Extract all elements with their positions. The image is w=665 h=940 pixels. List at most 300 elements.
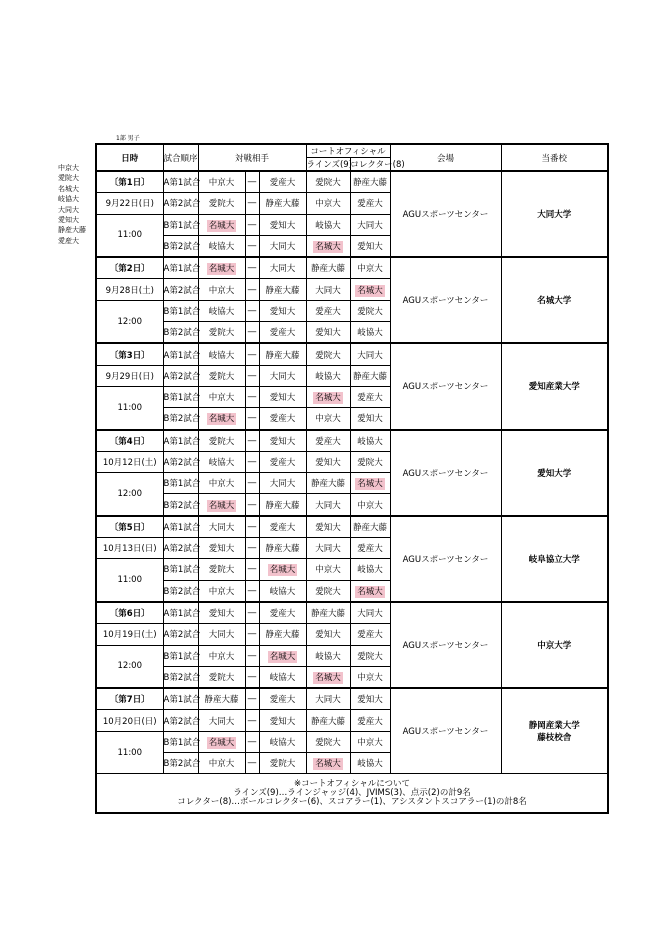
versus-dash: ― (245, 580, 259, 602)
venue-cell: AGUスポーツセンター (390, 602, 501, 688)
team-list-item: 愛知大 (58, 215, 79, 224)
header-venue: 会場 (390, 144, 501, 171)
away-team (259, 430, 306, 452)
versus-dash: ― (245, 494, 259, 516)
collector-official (350, 624, 390, 645)
away-team (259, 343, 306, 365)
team-list-item: 中京大 (58, 164, 79, 172)
game-order: B第2試合 (163, 753, 198, 774)
header-lines: ラインズ(9) (306, 158, 350, 172)
versus-dash: ― (245, 365, 259, 386)
host-school (501, 430, 608, 516)
game-order: B第2試合 (163, 580, 198, 602)
away-team-text: 静産大藤 (265, 199, 300, 210)
home-team (198, 193, 245, 214)
away-team-text: 大同大 (269, 371, 296, 382)
lines-official-text: 名城大 (315, 393, 341, 404)
lines-official (306, 516, 350, 538)
game-date: 9月29日(日) (96, 365, 163, 386)
venue-cell: AGUスポーツセンター (390, 343, 501, 429)
game-order: B第1試合 (163, 386, 198, 407)
game-order: B第1試合 (163, 300, 198, 321)
game-order: B第2試合 (163, 322, 198, 344)
lines-official (306, 731, 350, 752)
round-label: 〔第3日〕 (96, 343, 163, 365)
home-team (198, 214, 245, 235)
home-team-text: 中京大 (208, 285, 235, 296)
home-team-text: 名城大 (208, 220, 235, 231)
host-school (501, 343, 608, 429)
away-team (259, 300, 306, 321)
collector-official (350, 710, 390, 731)
collector-official (350, 365, 390, 386)
collector-official-text: 愛産大 (357, 393, 383, 404)
home-team (198, 322, 245, 344)
team-list (58, 163, 96, 246)
collector-official-text: 中京大 (357, 737, 383, 748)
game-time: 12:00 (96, 473, 163, 516)
away-team (259, 451, 306, 472)
home-team (198, 171, 245, 193)
lines-official (306, 624, 350, 645)
away-team-text: 静産大藤 (265, 630, 300, 641)
collector-official (350, 193, 390, 214)
home-team (198, 710, 245, 731)
collector-official-text: 中京大 (357, 264, 383, 275)
lines-official (306, 193, 350, 214)
home-team-text: 中京大 (208, 651, 235, 662)
collector-official (350, 516, 390, 538)
home-team (198, 602, 245, 624)
lines-official (306, 300, 350, 321)
note-line: ラインズ(9)…ラインジャッジ(4)、JVIMS(3)、点示(2)の計9名 (233, 787, 471, 798)
game-date: 10月19日(土) (96, 624, 163, 645)
home-team (198, 408, 245, 430)
home-team (198, 235, 245, 257)
home-team (198, 365, 245, 386)
home-team-text: 名城大 (208, 414, 235, 425)
collector-official (350, 559, 390, 580)
home-team (198, 300, 245, 321)
away-team-text: 愛知大 (269, 716, 296, 727)
team-list-item: 愛院大 (58, 174, 79, 183)
lines-official (306, 688, 350, 710)
home-team-text: 大同大 (208, 716, 235, 727)
home-team (198, 624, 245, 645)
away-team-text: 静産大藤 (265, 285, 300, 296)
lines-official-text: 大同大 (315, 695, 341, 706)
home-team (198, 451, 245, 472)
home-team-text: 岐協大 (208, 350, 235, 361)
versus-dash: ― (245, 408, 259, 430)
home-team (198, 279, 245, 300)
home-team (198, 343, 245, 365)
collector-official (350, 580, 390, 602)
home-team-text: 愛院大 (208, 328, 235, 339)
game-order: B第1試合 (163, 214, 198, 235)
collector-official (350, 300, 390, 321)
home-team-text: 大同大 (208, 522, 235, 533)
away-team-text: 愛産大 (269, 178, 296, 189)
collector-official (350, 451, 390, 472)
venue-cell: AGUスポーツセンター (390, 516, 501, 602)
host-school-line: 静岡産業大学 (528, 721, 580, 732)
lines-official (306, 322, 350, 344)
header-host: 当番校 (501, 144, 608, 171)
collector-official-text: 愛産大 (357, 716, 383, 727)
away-team (259, 731, 306, 752)
home-team (198, 559, 245, 580)
game-row (96, 688, 608, 710)
away-team-text: 愛産大 (269, 609, 296, 620)
lines-official-text: 名城大 (315, 672, 341, 683)
home-team-text: 名城大 (208, 264, 235, 275)
lines-official (306, 559, 350, 580)
away-team (259, 710, 306, 731)
venue-cell: AGUスポーツセンター (390, 171, 501, 257)
versus-dash: ― (245, 214, 259, 235)
lines-official (306, 753, 350, 774)
game-date: 10月20日(日) (96, 710, 163, 731)
lines-official-text: 名城大 (315, 759, 341, 770)
home-team (198, 538, 245, 559)
lines-official-text: 中京大 (315, 199, 341, 210)
game-row (96, 430, 608, 452)
collector-official (350, 408, 390, 430)
home-team-text: 中京大 (208, 586, 235, 597)
away-team-text: 愛知大 (269, 436, 296, 447)
versus-dash: ― (245, 300, 259, 321)
game-date: 9月28日(土) (96, 279, 163, 300)
game-order: B第1試合 (163, 731, 198, 752)
versus-dash: ― (245, 731, 259, 752)
collector-official (350, 322, 390, 344)
versus-dash: ― (245, 193, 259, 214)
game-order: B第1試合 (163, 473, 198, 494)
home-team-text: 静産大藤 (204, 695, 239, 706)
collector-official-text: 愛産大 (357, 199, 383, 210)
away-team (259, 473, 306, 494)
lines-official-text: 愛知大 (315, 522, 341, 533)
versus-dash: ― (245, 538, 259, 559)
versus-dash: ― (245, 451, 259, 472)
home-team (198, 494, 245, 516)
collector-official-text: 中京大 (357, 500, 383, 511)
lines-official (306, 279, 350, 300)
lines-official-text: 静産大藤 (310, 264, 345, 275)
game-date: 10月13日(日) (96, 538, 163, 559)
collector-official (350, 666, 390, 688)
versus-dash: ― (245, 624, 259, 645)
host-school-line: 岐阜協立大学 (528, 554, 580, 565)
away-team (259, 753, 306, 774)
versus-dash: ― (245, 235, 259, 257)
game-row (96, 171, 608, 193)
home-team-text: 愛知大 (208, 609, 235, 620)
collector-official-text: 愛産大 (357, 544, 383, 555)
team-list-item: 名城大 (58, 184, 79, 193)
home-team-text: 中京大 (208, 393, 235, 404)
game-order: A第1試合 (163, 343, 198, 365)
away-team-text: 愛知大 (269, 220, 296, 231)
lines-official-text: 岐協大 (315, 371, 341, 382)
game-order: B第2試合 (163, 666, 198, 688)
home-team-text: 愛院大 (208, 565, 235, 576)
away-team-text: 大同大 (269, 479, 296, 490)
game-row (96, 602, 608, 624)
versus-dash: ― (245, 171, 259, 193)
lines-official-text: 静産大藤 (310, 609, 345, 620)
collector-official (350, 602, 390, 624)
collector-official (350, 343, 390, 365)
game-order: A第1試合 (163, 171, 198, 193)
away-team (259, 516, 306, 538)
lines-official (306, 473, 350, 494)
away-team (259, 171, 306, 193)
lines-official (306, 214, 350, 235)
versus-dash: ― (245, 386, 259, 407)
away-team (259, 559, 306, 580)
versus-dash: ― (245, 473, 259, 494)
home-team-text: 中京大 (208, 479, 235, 490)
lines-official (306, 430, 350, 452)
game-order: A第1試合 (163, 688, 198, 710)
lines-official (306, 538, 350, 559)
versus-dash: ― (245, 279, 259, 300)
away-team (259, 279, 306, 300)
collector-official-text: 愛院大 (357, 458, 383, 468)
host-school-line: 名城大学 (537, 296, 572, 307)
lines-official (306, 408, 350, 430)
lines-official-text: 静産大藤 (310, 479, 345, 490)
away-team (259, 494, 306, 516)
collector-official-text: 大同大 (357, 350, 383, 361)
header-row (96, 144, 608, 158)
round-label: 〔第5日〕 (96, 516, 163, 538)
away-team-text: 愛産大 (269, 695, 296, 706)
lines-official (306, 171, 350, 193)
home-team-text: 名城大 (208, 737, 235, 748)
host-school-line: 藤枝校舎 (537, 733, 572, 744)
versus-dash: ― (245, 559, 259, 580)
host-school (501, 171, 608, 257)
lines-official (306, 494, 350, 516)
away-team-text: 大同大 (269, 264, 296, 275)
home-team (198, 257, 245, 279)
away-team-text: 愛院大 (269, 759, 296, 770)
home-team-text: 中京大 (208, 759, 235, 770)
away-team-text: 愛産大 (269, 522, 296, 533)
away-team (259, 235, 306, 257)
versus-dash: ― (245, 430, 259, 452)
game-order: A第1試合 (163, 516, 198, 538)
collector-official (350, 279, 390, 300)
game-time: 11:00 (96, 731, 163, 774)
lines-official (306, 451, 350, 472)
round-label: 〔第2日〕 (96, 257, 163, 279)
game-order: A第2試合 (163, 624, 198, 645)
lines-official-text: 中京大 (315, 414, 341, 425)
away-team-text: 岐協大 (269, 586, 296, 597)
lines-official-text: 岐協大 (315, 651, 341, 662)
lines-official-text: 静産大藤 (310, 716, 345, 727)
header-officials: コートオフィシャル (306, 144, 390, 158)
collector-official-text: 名城大 (357, 479, 383, 490)
collector-official-text: 大同大 (357, 609, 383, 620)
collector-official-text: 愛知大 (357, 414, 383, 425)
home-team-text: 愛院大 (208, 436, 235, 447)
lines-official-text: 大同大 (315, 544, 341, 555)
game-time: 12:00 (96, 300, 163, 343)
note-line: コレクター(8)…ボールコレクター(6)、スコアラー(1)、アシスタントスコアラー(1)の計8名 (177, 796, 527, 807)
home-team-text: 岐協大 (208, 306, 235, 317)
collector-official (350, 688, 390, 710)
collector-official (350, 473, 390, 494)
game-order: A第2試合 (163, 710, 198, 731)
lines-official-text: 大同大 (315, 285, 341, 296)
away-team-text: 愛産大 (269, 458, 296, 468)
collector-official-text: 愛院大 (357, 306, 383, 317)
versus-dash: ― (245, 322, 259, 344)
header-date: 日時 (96, 144, 163, 171)
collector-official-text: 静産大藤 (352, 371, 387, 382)
collector-official (350, 731, 390, 752)
game-order: A第2試合 (163, 193, 198, 214)
collector-official-text: 岐協大 (357, 565, 383, 576)
away-team-text: 大同大 (269, 242, 296, 253)
away-team (259, 602, 306, 624)
team-list-item: 静産大藤 (58, 226, 86, 235)
team-list-item: 大同大 (58, 205, 79, 214)
versus-dash: ― (245, 516, 259, 538)
away-team-text: 愛知大 (269, 393, 296, 404)
collector-official-text: 名城大 (357, 586, 383, 597)
lines-official-text: 愛知大 (315, 458, 341, 468)
away-team-text: 愛産大 (269, 328, 296, 339)
game-row (96, 257, 608, 279)
lines-official-text: 愛産大 (315, 436, 341, 447)
home-team-text: 岐協大 (208, 242, 235, 253)
venue-cell: AGUスポーツセンター (390, 430, 501, 516)
versus-dash: ― (245, 257, 259, 279)
home-team (198, 666, 245, 688)
game-time: 11:00 (96, 386, 163, 429)
host-school-line: 中京大学 (537, 641, 572, 652)
away-team (259, 645, 306, 666)
game-order: A第2試合 (163, 365, 198, 386)
collector-official (350, 235, 390, 257)
collector-official-text: 名城大 (357, 285, 383, 296)
away-team (259, 624, 306, 645)
game-time: 11:00 (96, 214, 163, 257)
lines-official-text: 愛院大 (315, 586, 341, 597)
game-date: 10月12日(土) (96, 451, 163, 472)
home-team-text: 愛院大 (208, 199, 235, 210)
away-team (259, 193, 306, 214)
game-order: B第1試合 (163, 645, 198, 666)
away-team (259, 666, 306, 688)
lines-official-text: 愛院大 (315, 350, 341, 361)
notes-row (96, 774, 608, 814)
venue-cell: AGUスポーツセンター (390, 257, 501, 343)
team-list-item: 愛産大 (58, 236, 79, 245)
collector-official (350, 171, 390, 193)
home-team (198, 430, 245, 452)
game-order: A第1試合 (163, 257, 198, 279)
game-time: 11:00 (96, 559, 163, 602)
round-label: 〔第1日〕 (96, 171, 163, 193)
away-team (259, 257, 306, 279)
round-label: 〔第6日〕 (96, 602, 163, 624)
home-team (198, 645, 245, 666)
schedule-table (95, 143, 609, 814)
collector-official-text: 岐協大 (357, 436, 383, 447)
home-team (198, 753, 245, 774)
note-line: ※コートオフィシャルについて (293, 778, 411, 789)
collector-official (350, 538, 390, 559)
game-order: B第1試合 (163, 559, 198, 580)
lines-official-text: 愛院大 (315, 737, 341, 748)
game-row (96, 343, 608, 365)
lines-official-text: 愛産大 (315, 306, 341, 317)
game-date: 9月22日(日) (96, 193, 163, 214)
collector-official (350, 214, 390, 235)
away-team (259, 386, 306, 407)
home-team (198, 516, 245, 538)
home-team-text: 愛院大 (208, 672, 235, 683)
lines-official (306, 602, 350, 624)
notes-cell (96, 774, 608, 814)
collector-official-text: 中京大 (357, 672, 383, 683)
header-order: 試合順序 (163, 144, 198, 171)
collector-official-text: 静産大藤 (352, 178, 387, 189)
venue-cell: AGUスポーツセンター (390, 688, 501, 774)
home-team (198, 580, 245, 602)
document-title: 1部 男子 (116, 135, 140, 142)
lines-official-text: 愛院大 (315, 178, 341, 189)
header-matchup: 対戦相手 (198, 144, 306, 171)
versus-dash: ― (245, 602, 259, 624)
lines-official (306, 235, 350, 257)
host-school (501, 516, 608, 602)
host-school-line: 愛知産業大学 (528, 382, 580, 393)
versus-dash: ― (245, 710, 259, 731)
host-school (501, 602, 608, 688)
collector-official (350, 645, 390, 666)
away-team-text: 岐協大 (269, 672, 296, 683)
home-team (198, 731, 245, 752)
home-team-text: 愛院大 (208, 371, 235, 382)
versus-dash: ― (245, 753, 259, 774)
lines-official (306, 343, 350, 365)
collector-official-text: 岐協大 (357, 328, 383, 339)
versus-dash: ― (245, 688, 259, 710)
lines-official-text: 名城大 (315, 242, 341, 253)
away-team-text: 静産大藤 (265, 544, 300, 555)
lines-official-text: 大同大 (315, 500, 341, 511)
game-order: B第2試合 (163, 408, 198, 430)
home-team-text: 岐協大 (208, 458, 235, 468)
game-order: B第2試合 (163, 494, 198, 516)
home-team-text: 大同大 (208, 630, 235, 641)
away-team (259, 322, 306, 344)
away-team-text: 静産大藤 (265, 500, 300, 511)
collector-official (350, 386, 390, 407)
game-time: 12:00 (96, 645, 163, 688)
collector-official-text: 愛知大 (357, 242, 383, 253)
game-order: A第2試合 (163, 451, 198, 472)
lines-official-text: 岐協大 (315, 220, 341, 231)
